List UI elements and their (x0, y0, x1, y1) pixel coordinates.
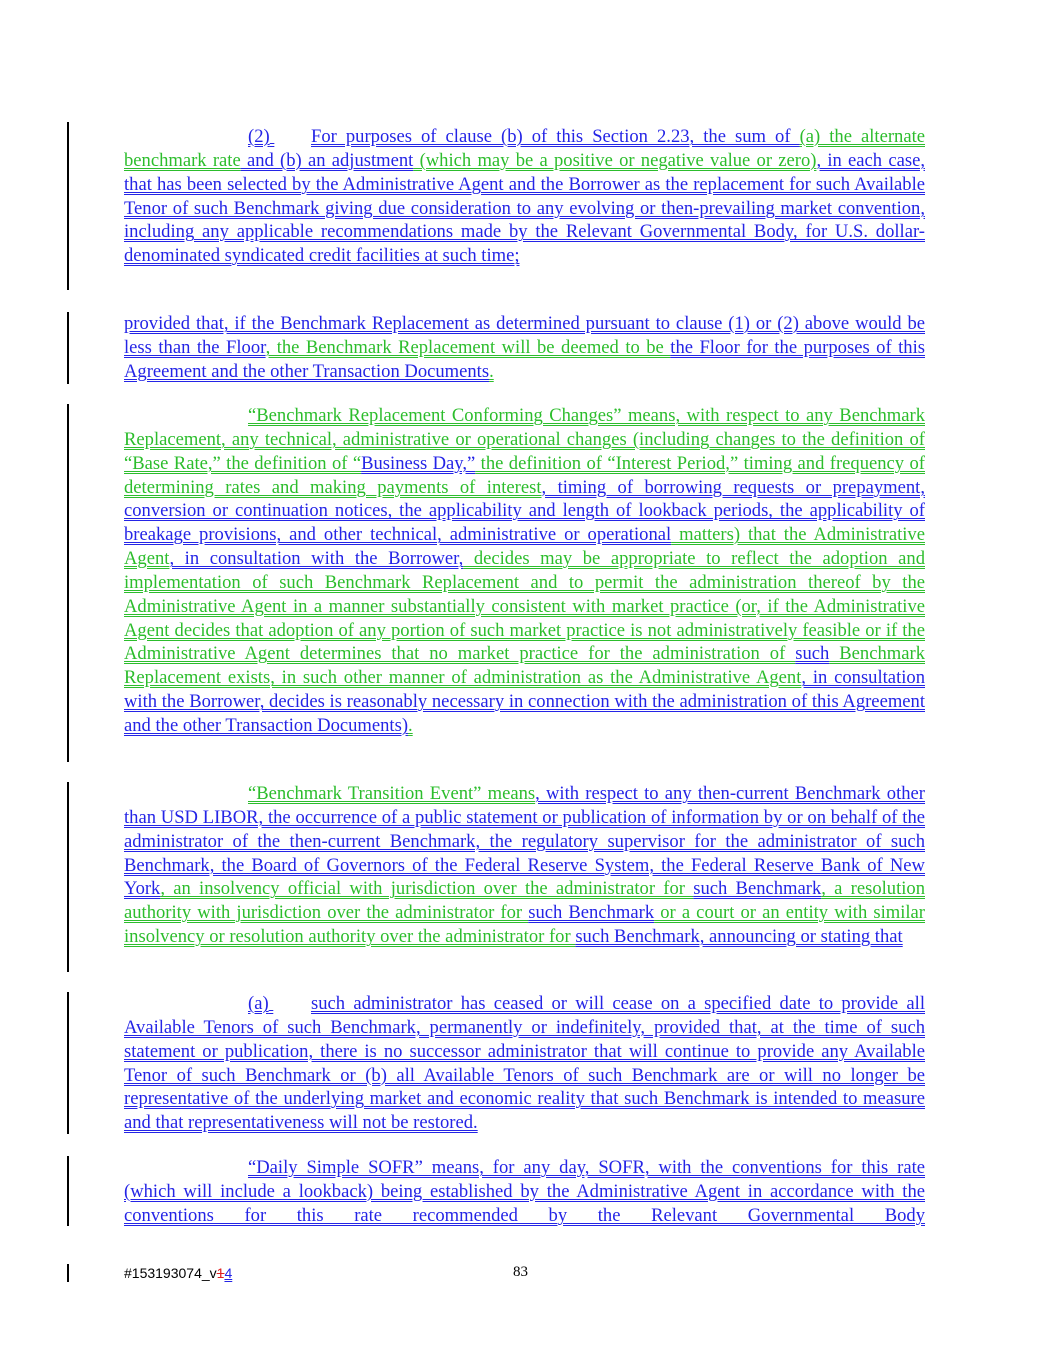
moved-text-segment: decides may be appropriate to reflect the adoption and implementation of such Benchmark Replacement and to permit the administration thereof by the Administrative Agent in a manner substantially consistent with market practice (or, if the Administrative Agent decides that adoption of any portion of such market practice is not administratively feasible or if the Administrative Agent determines that no market practice for the administration of (124, 548, 925, 665)
tab-space (270, 125, 311, 149)
moved-text-segment: “Benchmark Replacement Conforming Changes” means, with respect to any Benchmark Replacement, any technical, administrative or operational changes (including changes to the definition of “Base Rate,” the definition of “ (124, 405, 925, 474)
inserted-text-segment: such Benchmark, announcing or stating that (575, 926, 903, 948)
moved-text-segment: (which may be a positive or negative value or zero) (413, 149, 817, 171)
moved-text-segment: , an insolvency official with jurisdiction over the administrator for (160, 878, 694, 900)
inserted-text-segment: the Floor for the purposes of this Agreement and the other Transaction Documents (124, 336, 925, 382)
inserted-text-segment: , in each case, that has been selected by the Administrative Agent and the Borrower as the replacement for such Available Tenor of such Benchmark giving due consideration to any evolving or then-prevailing market convention, including any applicable recommendations made by the Relevant Governmental Body, for U.S. dollar-denominated syndicated credit facilities at such time; (124, 149, 925, 267)
inserted-text-segment: , in consultation with the Borrower, decides is reasonably necessary in connection with the administration of this Agreement and the other Transaction Documents) (124, 667, 925, 736)
moved-text-segment: matters) that the Administrative Agent (124, 524, 925, 570)
inserted-text-segment: , in consultation with the Borrower, (169, 548, 464, 570)
moved-text-segment: . (408, 714, 413, 736)
moved-text-segment: , the Benchmark Replacement will be deemed to be (265, 336, 671, 358)
moved-text-segment: , a resolution authority with jurisdiction over the administrator for (124, 878, 925, 924)
deleted-version: 1 (216, 1265, 225, 1281)
inserted-text-segment: and (b) an adjustment (240, 149, 414, 171)
paragraph-conforming-changes-definition (124, 404, 925, 738)
inserted-text-segment: , with respect to any then-current Benchmark other than USD LIBOR, the occurrence of a public statement or publication of information by or on behalf of the administrator of the then-current Benchmark, the regulatory supervisor for the administrator of such Benchmark, the Board of Governors of the Federal Reserve System, the Federal Reserve Bank of New York (124, 783, 926, 900)
change-bar (67, 122, 69, 290)
inserted-text-segment: , timing of borrowing requests or prepayment, conversion or continuation notices, the applicability and length of lookback periods, the applicability of breakage provisions, and other technical, administrative or operational (124, 476, 925, 546)
change-bar (67, 1264, 69, 1282)
moved-text-segment: (a) the alternate benchmark rate (124, 126, 925, 171)
inserted-text-segment: such Benchmark (528, 902, 655, 924)
moved-text-segment: “Benchmark Transition Event” means (248, 783, 536, 804)
clause-number: (a) (248, 993, 269, 1014)
inserted-text-segment: For purposes of clause (b) of this Section 2.23, the sum of (311, 126, 800, 147)
tab-space (269, 992, 311, 1016)
inserted-text-segment: such administrator has ceased or will cease on a specified date to provide all Available Tenors of such Benchmark, permanently or indefinitely, provided that, at the time of such statement or publication, there is no successor administrator that will continue to provide any Available Tenor of such Benchmark or (b) all Available Tenors of such Benchmark are or will no longer be representative of the underlying market and economic reality that such Benchmark is intended to measure and that representativeness will not be restored. (124, 993, 925, 1134)
paragraph-daily-simple-sofr-definition (124, 1156, 925, 1228)
document-id (124, 1265, 232, 1281)
inserted-text-segment: “Daily Simple SOFR” means, for any day, SOFR, with the conventions for this rate (which will include a lookback) being established by the Administrative Agent in accordance with the conventions for this rate recommended by the Relevant Governmental Body (124, 1157, 925, 1226)
paragraph-floor-proviso (124, 312, 925, 384)
paragraph-transition-event-definition (124, 782, 925, 949)
paragraph-alternate-benchmark-clause-2 (124, 125, 925, 268)
change-bar (67, 312, 69, 384)
inserted-version: 4 (224, 1265, 233, 1281)
moved-text-segment: the definition of “Interest Period,” timing and frequency of determining rates and making payments of interest (124, 452, 925, 498)
clause-number: (2) (248, 126, 270, 147)
moved-text-segment: . (489, 360, 494, 382)
change-bar (67, 404, 69, 762)
change-bar (67, 992, 69, 1134)
moved-text-segment: or a court or an entity with similar insolvency or resolution authority over the administrator for (124, 902, 926, 948)
inserted-text-segment: such (795, 643, 830, 665)
inserted-text-segment: such Benchmark (693, 878, 822, 900)
document-id-prefix: #153193074_v (124, 1265, 217, 1281)
inserted-text-segment: Business Day,” (361, 452, 476, 474)
change-bar (67, 1156, 69, 1226)
paragraph-transition-event-clause-a (124, 992, 925, 1135)
page-number: 83 (513, 1264, 528, 1280)
change-bar (67, 782, 69, 972)
moved-text-segment: Benchmark Replacement exists, in such other manner of administration as the Administrative Agent (124, 643, 925, 689)
inserted-text-segment: provided that, if the Benchmark Replacement as determined pursuant to clause (1) or (2) above would be less than the Floor (124, 313, 925, 358)
